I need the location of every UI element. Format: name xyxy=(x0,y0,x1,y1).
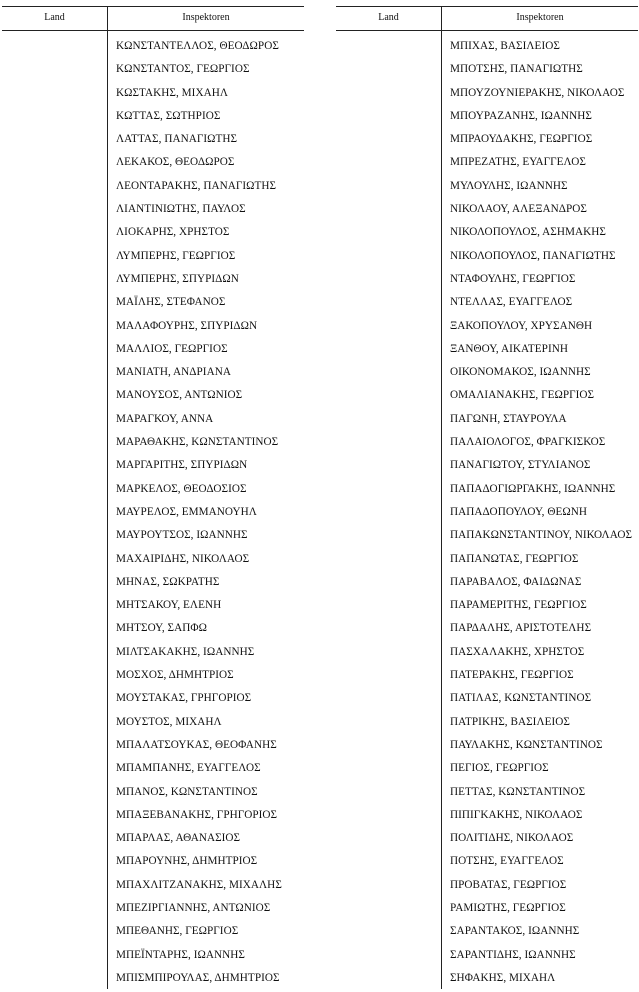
table-header xyxy=(2,7,304,31)
inspector-name: ΠΕΓΙΟΣ, ΓΕΩΡΓΙΟΣ xyxy=(450,762,549,775)
inspector-name: ΠΟΤΣΗΣ, ΕΥΑΓΓΕΛΟΣ xyxy=(450,855,564,868)
inspector-name: ΜΠΕΘΑΝΗΣ, ΓΕΩΡΓΙΟΣ xyxy=(116,925,239,938)
inspector-name: ΠΑΤΕΡΑΚΗΣ, ΓΕΩΡΓΙΟΣ xyxy=(450,669,574,682)
inspector-name: ΠΡΟΒΑΤΑΣ, ΓΕΩΡΓΙΟΣ xyxy=(450,878,567,891)
inspector-name: ΠΑΤΙΛΑΣ, ΚΩΝΣΤΑΝΤΙΝΟΣ xyxy=(450,692,592,705)
inspector-name: ΜΗΤΣΑΚΟΥ, ΕΛΕΝΗ xyxy=(116,599,222,612)
inspector-name: ΟΜΑΛΙΑΝΑΚΗΣ, ΓΕΩΡΓΙΟΣ xyxy=(450,389,595,402)
inspector-name: ΝΙΚΟΛΟΠΟΥΛΟΣ, ΠΑΝΑΓΙΩΤΗΣ xyxy=(450,249,616,262)
inspector-name: ΜΟΥΣΤΑΚΑΣ, ΓΡΗΓΟΡΙΟΣ xyxy=(116,692,252,705)
inspector-name: ΜΥΛΟΥΛΗΣ, ΙΩΑΝΝΗΣ xyxy=(450,179,568,192)
inspector-name: ΠΑΠΑΔΟΠΟΥΛΟΥ, ΘΕΩΝΗ xyxy=(450,505,587,518)
inspector-name: ΜΟΥΣΤΟΣ, ΜΙΧΑΗΛ xyxy=(116,715,222,728)
inspector-name: ΜΗΤΣΟΥ, ΣΑΠΦΩ xyxy=(116,622,207,635)
inspector-name: ΣΑΡΑΝΤΑΚΟΣ, ΙΩΑΝΝΗΣ xyxy=(450,925,580,938)
inspector-name: ΠΑΠΑΝΩΤΑΣ, ΓΕΩΡΓΙΟΣ xyxy=(450,552,579,565)
inspector-name: ΠΑΛΑΙΟΛΟΓΟΣ, ΦΡΑΓΚΙΣΚΟΣ xyxy=(450,436,606,449)
inspector-name: ΜΗΝΑΣ, ΣΩΚΡΑΤΗΣ xyxy=(116,575,220,588)
inspector-name: ΜΑΡΑΓΚΟΥ, ΑΝΝΑ xyxy=(116,412,214,425)
inspector-name: ΠΑΠΑΔΟΓΙΩΡΓΑΚΗΣ, ΙΩΑΝΝΗΣ xyxy=(450,482,616,495)
inspector-name: ΝΤΑΦΟΥΛΗΣ, ΓΕΩΡΓΙΟΣ xyxy=(450,272,576,285)
inspector-name: ΜΠΙΧΑΣ, ΒΑΣΙΛΕΙΟΣ xyxy=(450,40,560,52)
inspector-name: ΜΠΕΪΝΤΑΡΗΣ, ΙΩΑΝΝΗΣ xyxy=(116,948,245,961)
inspector-name: ΞΑΝΘΟΥ, ΑΙΚΑΤΕΡΙΝΗ xyxy=(450,342,568,355)
inspector-name: ΜΠΡΕΖΑΤΗΣ, ΕΥΑΓΓΕΛΟΣ xyxy=(450,156,586,169)
inspector-name: ΚΩΤΤΑΣ, ΣΩΤΗΡΙΟΣ xyxy=(116,109,221,122)
inspector-name: ΜΑΪΛΗΣ, ΣΤΕΦΑΝΟΣ xyxy=(116,296,226,309)
land-column-header: Land xyxy=(44,12,65,23)
inspektoren-column-header: Inspektoren xyxy=(516,12,564,23)
inspector-name: ΠΑΤΡΙΚΗΣ, ΒΑΣΙΛΕΙΟΣ xyxy=(450,715,570,728)
inspector-name: ΜΠΡΑΟΥΔΑΚΗΣ, ΓΕΩΡΓΙΟΣ xyxy=(450,133,593,146)
inspector-name: ΠΙΠΙΓΚΑΚΗΣ, ΝΙΚΟΛΑΟΣ xyxy=(450,808,583,821)
inspector-name: ΜΠΙΣΜΠΙΡΟΥΛΑΣ, ΔΗΜΗΤΡΙΟΣ xyxy=(116,971,280,984)
inspector-name: ΛΥΜΠΕΡΗΣ, ΣΠΥΡΙΔΩΝ xyxy=(116,272,239,285)
inspector-name: ΜΑΡΓΑΡΙΤΗΣ, ΣΠΥΡΙΔΩΝ xyxy=(116,459,248,472)
inspector-name: ΜΠΑΝΟΣ, ΚΩΝΣΤΑΝΤΙΝΟΣ xyxy=(116,785,258,798)
inspector-name: ΛΙΟΚΑΡΗΣ, ΧΡΗΣΤΟΣ xyxy=(116,226,230,239)
table-body xyxy=(336,31,638,990)
inspektoren-column-header: Inspektoren xyxy=(182,12,230,23)
inspector-name: ΛΕΚΑΚΟΣ, ΘΕΟΔΩΡΟΣ xyxy=(116,156,235,169)
inspector-name: ΚΩΣΤΑΚΗΣ, ΜΙΧΑΗΛ xyxy=(116,86,229,99)
inspector-name: ΜΑΝΟΥΣΟΣ, ΑΝΤΩΝΙΟΣ xyxy=(116,389,243,402)
inspector-name: ΠΑΠΑΚΩΝΣΤΑΝΤΙΝΟΥ, ΝΙΚΟΛΑΟΣ xyxy=(450,529,633,542)
inspector-name: ΜΠΟΤΣΗΣ, ΠΑΝΑΓΙΩΤΗΣ xyxy=(450,63,583,76)
inspector-name: ΞΑΚΟΠΟΥΛΟΥ, ΧΡΥΣΑΝΘΗ xyxy=(450,319,593,332)
inspector-name: ΜΠΟΥΡΑΖΑΝΗΣ, ΙΩΑΝΝΗΣ xyxy=(450,109,592,122)
inspector-name: ΜΟΣΧΟΣ, ΔΗΜΗΤΡΙΟΣ xyxy=(116,669,234,682)
inspector-name: ΚΩΝΣΤΑΝΤΟΣ, ΓΕΩΡΓΙΟΣ xyxy=(116,63,250,76)
inspector-name: ΠΑΣΧΑΛΑΚΗΣ, ΧΡΗΣΤΟΣ xyxy=(450,645,585,658)
inspector-name: ΠΑΡΑΜΕΡΙΤΗΣ, ΓΕΩΡΓΙΟΣ xyxy=(450,599,587,612)
inspector-name: ΜΑΥΡΟΥΤΣΟΣ, ΙΩΑΝΝΗΣ xyxy=(116,529,248,542)
table-body xyxy=(2,31,304,990)
inspector-name: ΛΑΤΤΑΣ, ΠΑΝΑΓΙΩΤΗΣ xyxy=(116,133,238,146)
inspector-name: ΠΑΓΩΝΗ, ΣΤΑΥΡΟΥΛΑ xyxy=(450,412,567,425)
inspector-name: ΣΗΦΑΚΗΣ, ΜΙΧΑΗΛ xyxy=(450,971,556,984)
inspector-name: ΠΑΥΛΑΚΗΣ, ΚΩΝΣΤΑΝΤΙΝΟΣ xyxy=(450,738,603,751)
inspector-name: ΜΠΑΡΟΥΝΗΣ, ΔΗΜΗΤΡΙΟΣ xyxy=(116,855,258,868)
inspector-name: ΛΙΑΝΤΙΝΙΩΤΗΣ, ΠΑΥΛΟΣ xyxy=(116,203,246,216)
inspector-name: ΛΥΜΠΕΡΗΣ, ΓΕΩΡΓΙΟΣ xyxy=(116,249,236,262)
inspector-name: ΠΑΝΑΓΙΩΤΟΥ, ΣΤΥΛΙΑΝΟΣ xyxy=(450,459,591,472)
inspector-name: ΝΙΚΟΛΟΠΟΥΛΟΣ, ΑΣΗΜΑΚΗΣ xyxy=(450,226,606,239)
inspector-name: ΜΠΕΖΙΡΓΙΑΝΝΗΣ, ΑΝΤΩΝΙΟΣ xyxy=(116,901,271,914)
right-inspectors-table xyxy=(336,6,638,989)
inspector-name: ΜΠΑΡΛΑΣ, ΑΘΑΝΑΣΙΟΣ xyxy=(116,832,241,845)
inspector-name: ΜΠΑΛΑΤΣΟΥΚΑΣ, ΘΕΟΦΑΝΗΣ xyxy=(116,738,277,751)
inspector-name: ΜΑΛΛΙΟΣ, ΓΕΩΡΓΙΟΣ xyxy=(116,342,228,355)
inspector-name: ΠΑΡΑΒΑΛΟΣ, ΦΑΙΔΩΝΑΣ xyxy=(450,575,582,588)
inspector-name: ΜΑΝΙΑΤΗ, ΑΝΔΡΙΑΝΑ xyxy=(116,366,231,379)
land-column-header: Land xyxy=(378,12,399,23)
inspector-name: ΜΑΧΑΙΡΙΔΗΣ, ΝΙΚΟΛΑΟΣ xyxy=(116,552,250,565)
inspector-name: ΚΩΝΣΤΑΝΤΕΛΛΟΣ, ΘΕΟΔΩΡΟΣ xyxy=(116,40,279,52)
inspector-name: ΜΑΡΚΕΛΟΣ, ΘΕΟΔΟΣΙΟΣ xyxy=(116,482,247,495)
inspector-name: ΡΑΜΙΩΤΗΣ, ΓΕΩΡΓΙΟΣ xyxy=(450,901,566,914)
inspector-name: ΜΙΛΤΣΑΚΑΚΗΣ, ΙΩΑΝΝΗΣ xyxy=(116,645,255,658)
inspector-name: ΜΠΑΞΕΒΑΝΑΚΗΣ, ΓΡΗΓΟΡΙΟΣ xyxy=(116,808,278,821)
inspector-name: ΣΑΡΑΝΤΙΔΗΣ, ΙΩΑΝΝΗΣ xyxy=(450,948,576,961)
left-inspectors-table xyxy=(2,6,304,989)
inspector-name: ΛΕΟΝΤΑΡΑΚΗΣ, ΠΑΝΑΓΙΩΤΗΣ xyxy=(116,179,277,192)
inspector-name: ΝΙΚΟΛΑΟΥ, ΑΛΕΞΑΝΔΡΟΣ xyxy=(450,203,587,216)
inspector-name: ΟΙΚΟΝΟΜΑΚΟΣ, ΙΩΑΝΝΗΣ xyxy=(450,366,591,379)
inspector-name: ΜΑΥΡΕΛΟΣ, ΕΜΜΑΝΟΥΗΛ xyxy=(116,505,257,518)
inspector-name: ΜΠΟΥΖΟΥΝΙΕΡΑΚΗΣ, ΝΙΚΟΛΑΟΣ xyxy=(450,86,625,99)
inspector-name: ΠΕΤΤΑΣ, ΚΩΝΣΤΑΝΤΙΝΟΣ xyxy=(450,785,586,798)
inspector-name: ΜΠΑΧΛΙΤΖΑΝΑΚΗΣ, ΜΙΧΑΛΗΣ xyxy=(116,878,282,891)
inspector-name: ΠΑΡΔΑΛΗΣ, ΑΡΙΣΤΟΤΕΛΗΣ xyxy=(450,622,592,635)
inspector-name: ΝΤΕΛΛΑΣ, ΕΥΑΓΓΕΛΟΣ xyxy=(450,296,573,309)
table-header xyxy=(336,7,638,31)
inspector-name: ΜΠΑΜΠΑΝΗΣ, ΕΥΑΓΓΕΛΟΣ xyxy=(116,762,261,775)
inspector-name: ΠΟΛΙΤΙΔΗΣ, ΝΙΚΟΛΑΟΣ xyxy=(450,832,574,845)
inspector-name: ΜΑΛΑΦΟΥΡΗΣ, ΣΠΥΡΙΔΩΝ xyxy=(116,319,258,332)
inspector-name: ΜΑΡΑΘΑΚΗΣ, ΚΩΝΣΤΑΝΤΙΝΟΣ xyxy=(116,436,279,449)
